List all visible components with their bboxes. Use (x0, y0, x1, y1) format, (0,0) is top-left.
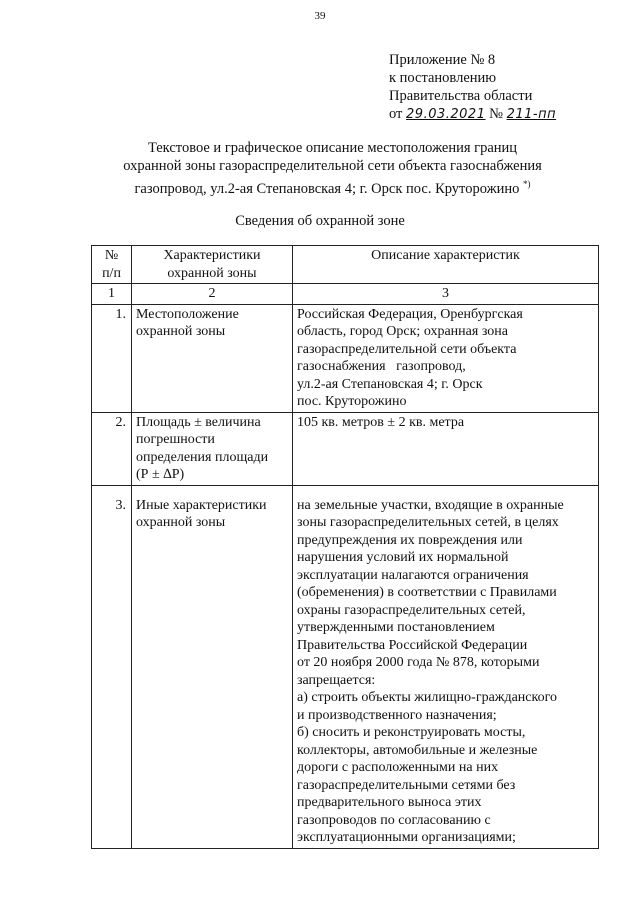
title-line-3: газопровод, ул.2-ая Степановская 4; г. Орск пос. Круторожино *) (134, 179, 531, 197)
row-characteristic: Площадь ± величина погрешности определения площади (Р ± ∆Р) (132, 412, 293, 485)
row-description: Российская Федерация, Оренбургская область, город Орск; охранная зона газораспределительной сети объекта газоснабжения газопровод, ул.2-ая Степановская 4; г. Орск пос. Круторожино (293, 304, 599, 412)
appendix-date-prefix: от (389, 106, 403, 122)
title-line-2: охранной зоны газораспределительной сети объекта газоснабжения (123, 158, 542, 174)
row-description: 105 кв. метров ± 2 кв. метра (293, 412, 599, 485)
row-number: 3. (92, 485, 132, 848)
section-subtitle: Сведения об охранной зоне (235, 213, 405, 229)
page-number: 39 (314, 10, 326, 22)
header-description: Описание характеристик (293, 246, 599, 284)
table-header-row (92, 246, 599, 284)
header-characteristics: Характеристики охранной зоны (132, 246, 293, 284)
row-characteristic: Иные характеристики охранной зоны (132, 485, 293, 848)
table-row (92, 304, 599, 412)
row-number: 2. (92, 412, 132, 485)
appendix-date: 29.03.2021 (406, 107, 486, 122)
title-line-1: Текстовое и графическое описание местоположения границ (147, 140, 518, 156)
row-characteristic: Местоположение охранной зоны (132, 304, 293, 412)
appendix-header (389, 51, 556, 124)
column-number-row (92, 284, 599, 305)
footnote-mark: *) (523, 179, 531, 189)
appendix-date-line (389, 105, 556, 124)
appendix-line-3: Правительства области (389, 88, 533, 104)
appendix-line-1: Приложение № 8 (389, 52, 496, 68)
column-number-2: 2 (132, 284, 293, 305)
appendix-line-2: к постановлению (389, 70, 497, 86)
protection-zone-table (91, 245, 599, 849)
document-title (60, 139, 605, 198)
appendix-number: 211-пп (506, 107, 557, 122)
row-description: на земельные участки, входящие в охранные зоны газораспределительных сетей, в целях предупреждения их повреждения или нарушения условий их нормальной эксплуатации налагаются ограничения (обременения) в соответствии с Правилами охраны газораспределительных сетей, утвержденными постановлением Правительства Российской Федерации от 20 ноября 2000 года № 878, которыми запрещается: а) строить объекты жилищно-гражданского и производственного назначения; б) сносить и реконструировать мосты, коллекторы, автомобильные и железные дороги с расположенными на них газораспределительными сетями без предварительного выноса этих газопроводов по согласованию с эксплуатационными организациями; (293, 485, 599, 848)
table-row (92, 412, 599, 485)
table-row (92, 485, 599, 848)
column-number-1: 1 (92, 284, 132, 305)
column-number-3: 3 (293, 284, 599, 305)
appendix-number-sign: № (489, 106, 503, 122)
header-num: № п/п (92, 246, 132, 284)
row-number: 1. (92, 304, 132, 412)
